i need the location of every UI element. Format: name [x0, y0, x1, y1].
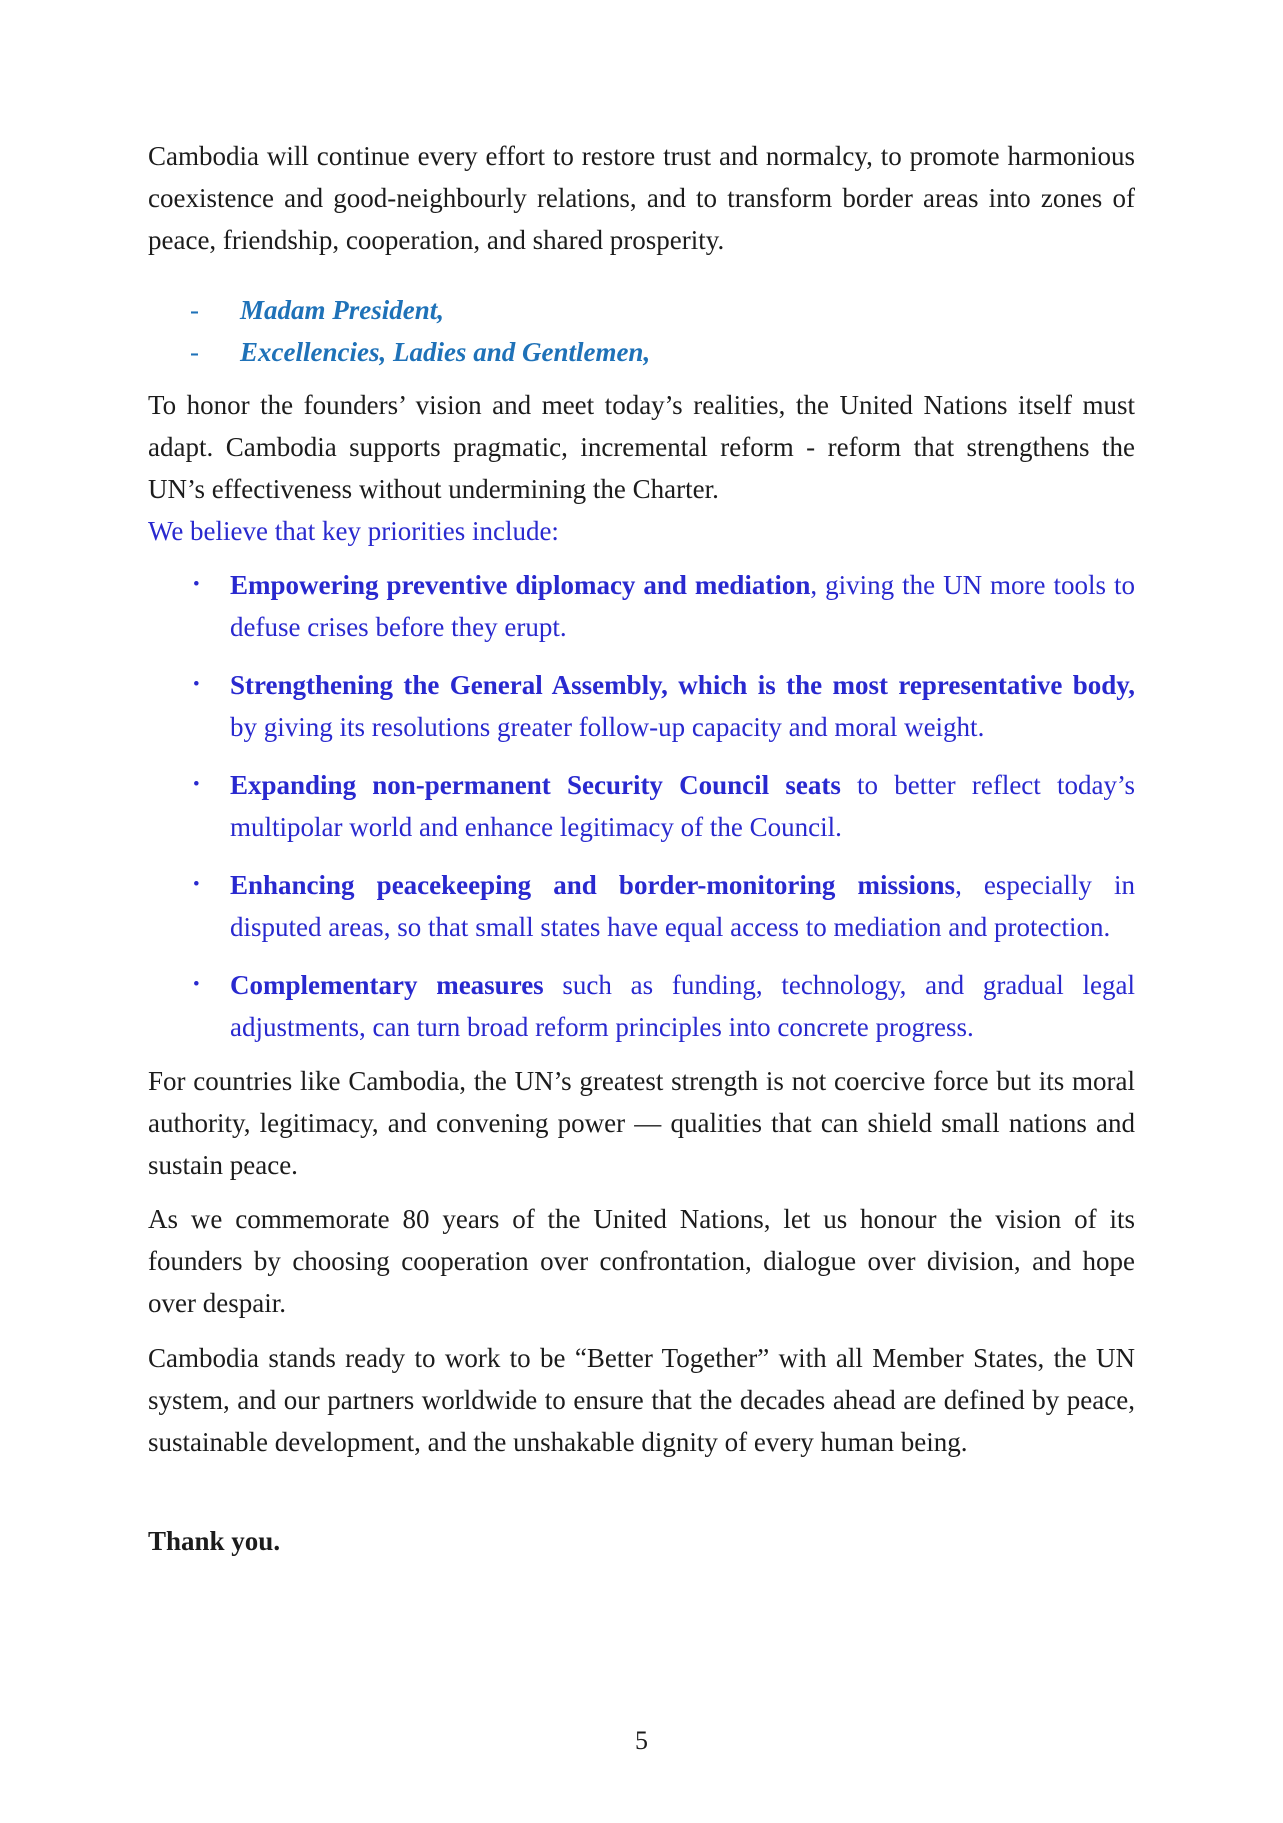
- bullet-icon: •: [193, 874, 200, 895]
- bullet-text: [230, 764, 1135, 848]
- list-item: [148, 764, 1135, 848]
- bullet-bold-text: Expanding non-permanent Security Council seats: [230, 770, 841, 800]
- dash-icon: -: [190, 295, 199, 325]
- paragraph: To honor the founders’ vision and meet today’s realities, the United Nations itself must adapt. Cambodia supports pragmatic, incremental reform - reform that strengthens the UN’s effectiveness without undermining the Charter.: [148, 390, 1135, 504]
- page-content: [148, 135, 1135, 1562]
- page-number: 5: [635, 1726, 648, 1755]
- closing-text: Thank you.: [148, 1526, 281, 1556]
- bullet-text: [230, 864, 1135, 948]
- bullet-rest-text: by giving its resolutions greater follow-up capacity and moral weight.: [230, 712, 985, 742]
- bullet-icon: •: [193, 674, 200, 695]
- priorities-lead-in: We believe that key priorities include:: [148, 516, 559, 546]
- paragraph: As we commemorate 80 years of the United Nations, let us honour the vision of its founders by choosing cooperation over confrontation, dialogue over division, and hope over despair.: [148, 1204, 1135, 1318]
- bullet-bold-text: Strengthening the General Assembly, which is the most representative body,: [230, 670, 1135, 700]
- dash-icon: -: [190, 337, 199, 367]
- salutation-item: [148, 331, 1135, 373]
- salutation-list: [148, 289, 1135, 373]
- bullet-text: [230, 964, 1135, 1048]
- priorities-list: [148, 564, 1135, 1048]
- list-item: [148, 864, 1135, 948]
- salutation-text: Madam President,: [240, 295, 445, 325]
- bullet-icon: •: [193, 574, 200, 595]
- salutation-text: Excellencies, Ladies and Gentlemen,: [240, 337, 651, 367]
- bullet-rest-text: such as funding, technology, and gradual legal adjustments, can turn broad reform principles into concrete progress.: [230, 970, 1135, 1042]
- bullet-rest-text: , especially in disputed areas, so that small states have equal access to mediation and protection.: [230, 870, 1135, 942]
- list-item: [148, 564, 1135, 648]
- paragraph: Cambodia stands ready to work to be “Better Together” with all Member States, the UN system, and our partners worldwide to ensure that the decades ahead are defined by peace, sustainable development, and the unshakable dignity of every human being.: [148, 1343, 1135, 1457]
- paragraph: For countries like Cambodia, the UN’s greatest strength is not coercive force but its moral authority, legitimacy, and convening power — qualities that can shield small nations and sustain peace.: [148, 1066, 1135, 1180]
- list-item: [148, 964, 1135, 1048]
- bullet-icon: •: [193, 974, 200, 995]
- bullet-bold-text: Enhancing peacekeeping and border-monitoring missions: [230, 870, 956, 900]
- bullet-bold-text: Empowering preventive diplomacy and mediation: [230, 570, 811, 600]
- paragraph: Cambodia will continue every effort to restore trust and normalcy, to promote harmonious coexistence and good-neighbourly relations, and to transform border areas into zones of peace, friendship, cooperation, and shared prosperity.: [148, 141, 1135, 255]
- salutation-item: [148, 289, 1135, 331]
- bullet-icon: •: [193, 774, 200, 795]
- bullet-bold-text: Complementary measures: [230, 970, 544, 1000]
- bullet-rest-text: to better reflect today’s multipolar world and enhance legitimacy of the Council.: [230, 770, 1135, 842]
- bullet-text: [230, 664, 1135, 748]
- bullet-text: [230, 564, 1135, 648]
- bullet-rest-text: , giving the UN more tools to defuse crises before they erupt.: [230, 570, 1135, 642]
- list-item: [148, 664, 1135, 748]
